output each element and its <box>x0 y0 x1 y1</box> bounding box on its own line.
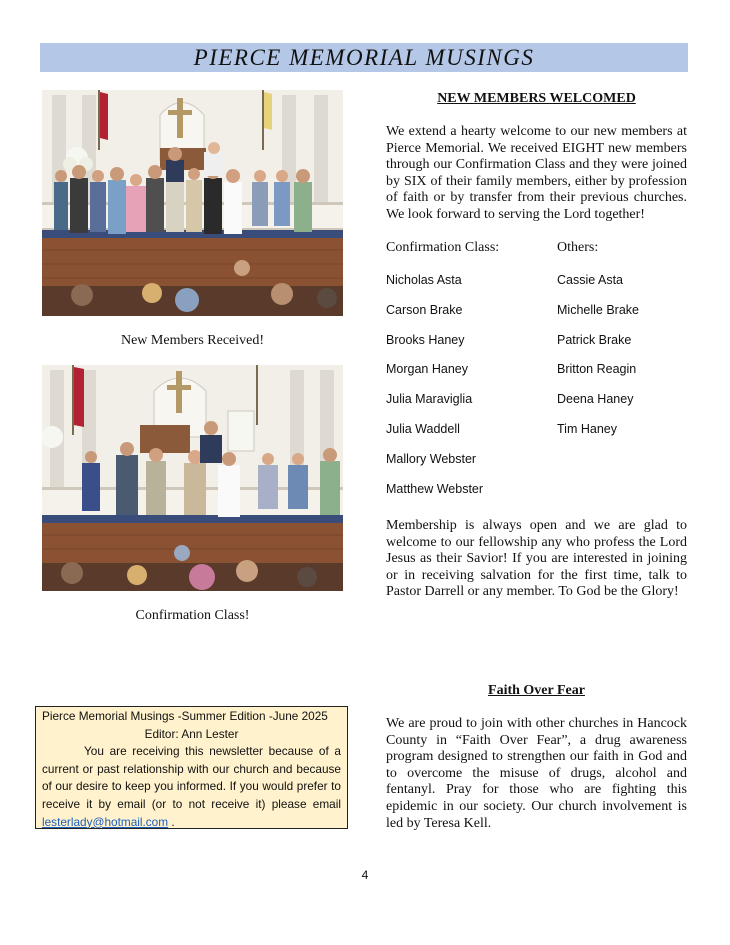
confirmation-class-photo <box>42 365 343 591</box>
newsletter-masthead <box>40 43 688 72</box>
list-item: Michelle Brake <box>557 302 639 317</box>
new-members-intro: We extend a hearty welcome to our new members at Pierce Memorial. We received EIGHT new members through our Confirmation Class and they were joined by SIX of their family members, either by profession of faith or by transfer from their previous churches. We look forward to serving the Lord together! <box>386 124 687 222</box>
newsletter-info-box <box>35 706 348 829</box>
trailing-period: . <box>168 814 175 829</box>
list-item: Patrick Brake <box>557 332 632 347</box>
list-item: Britton Reagin <box>557 362 637 377</box>
new-members-heading: NEW MEMBERS WELCOMED <box>437 91 636 106</box>
editor-email-link[interactable]: lesterlady@hotmail.com <box>42 814 169 829</box>
faith-over-fear-heading: Faith Over Fear <box>488 683 585 698</box>
list-item: Morgan Haney <box>386 362 468 377</box>
subscription-message <box>42 743 341 831</box>
list-item: Carson Brake <box>386 302 463 317</box>
new-members-photo-caption: New Members Received! <box>120 333 265 348</box>
list-item: Brooks Haney <box>386 332 465 347</box>
confirmation-class-heading: Confirmation Class: <box>386 240 500 255</box>
list-item: Matthew Webster <box>386 481 484 496</box>
list-item: Deena Haney <box>557 392 634 407</box>
edition-line: Pierce Memorial Musings -Summer Edition -June 2025 <box>42 709 328 723</box>
editor-line: Editor: Ann Lester <box>144 726 239 741</box>
others-heading: Others: <box>557 240 599 255</box>
membership-paragraph: Membership is always open and we are glad to welcome to our fellowship any who profess the Lord Jesus as their Savior! If you are interested in joining or in receiving salvation for the first time, talk to Pastor Darrell or any member. To God be the Glory! <box>386 518 687 600</box>
confirmation-class-photo-caption: Confirmation Class! <box>135 608 250 623</box>
list-item: Julia Waddell <box>386 421 460 436</box>
confirmation-class-list <box>386 273 483 511</box>
list-item: Tim Haney <box>557 421 617 436</box>
others-list <box>557 273 639 452</box>
list-item: Mallory Webster <box>386 451 477 466</box>
list-item: Cassie Asta <box>557 273 624 287</box>
list-item: Julia Maraviglia <box>386 392 473 407</box>
list-item: Nicholas Asta <box>386 273 462 287</box>
faith-over-fear-body: We are proud to join with other churches in Hancock County in “Faith Over Fear”, a drug awareness program designed to strengthen our faith in God and to overcome the misuse of drugs, alcohol and fentanyl. Pray for those who are fighting this epidemic in our society. Our church involvement is led by Teresa Kell. <box>386 716 687 831</box>
newsletter-title: PIERCE MEMORIAL MUSINGS <box>193 44 535 70</box>
subscription-text: You are receiving this newsletter because of a current or past relationship with our church and because of our desire to keep you informed. If you would prefer to receive it by email (or to not receive it) please email <box>42 744 341 811</box>
new-members-photo <box>42 90 343 316</box>
page-number: 4 <box>361 868 369 882</box>
